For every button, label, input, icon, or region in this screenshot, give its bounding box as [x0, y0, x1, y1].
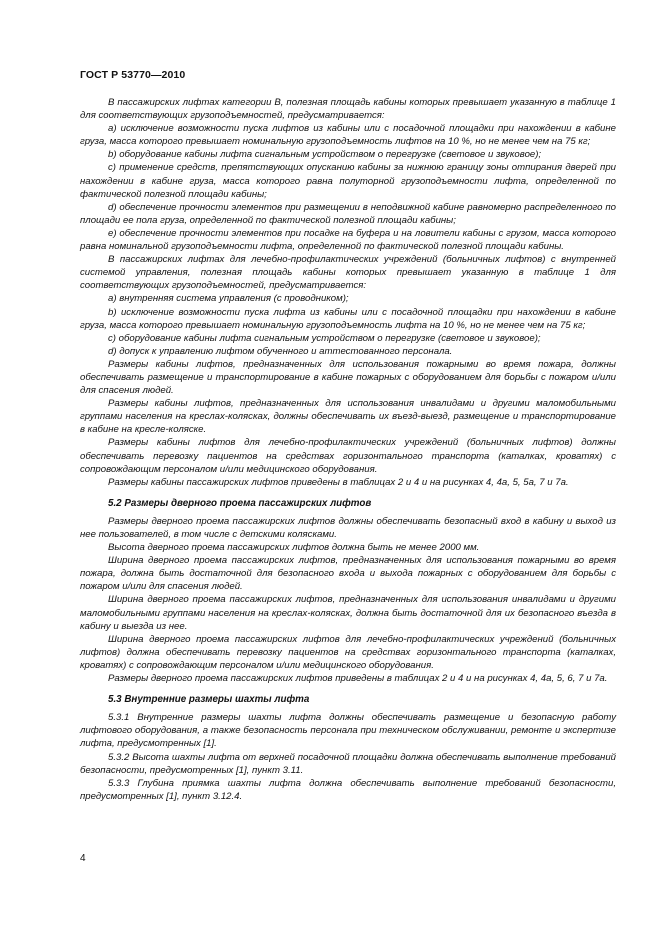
page-number: 4	[80, 853, 86, 864]
list-item: b) исключение возможности пуска лифта из кабины или с посадочной площадки при нахождении в кабине груза, масса которого превышает номинальную грузоподъемность лифта на 10 %, но не менее чем на 75 кг;	[80, 306, 616, 331]
paragraph: Ширина дверного проема пассажирских лифтов для лечебно-профилактических учреждений (больничных лифтов) должна обеспечивать перевозку пациентов на средствах горизонтального транспорта (каталках, кроватях) с сопровождающим персоналом и/или медицинского оборудования.	[80, 633, 616, 671]
paragraph: Размеры кабины пассажирских лифтов приведены в таблицах 2 и 4 и на рисунках 4, 4а, 5, 5а, 7 и 7а.	[108, 476, 569, 488]
list-item: c) оборудование кабины лифта сигнальным устройством о перегрузке (световое и звуковое);	[108, 332, 541, 344]
list-item: a) внутренняя система управления (с проводником);	[108, 293, 349, 305]
paragraph: 5.3.3 Глубина приямка шахты лифта должна обеспечивать выполнение требований безопасности, предусмотренных [1], пункт 3.12.4.	[80, 777, 616, 802]
list-item: d) обеспечение прочности элементов при размещении в неподвижной кабине равномерно распределенного по площади ее пола груза, определенной по фактической полезной площади кабины;	[80, 201, 616, 226]
list-item: c) применение средств, препятствующих опусканию кабины за нижнюю границу зоны отпирания дверей при нахождении в кабине груза, масса которого равна полуторной грузоподъемности лифта, определенной по фактической полезной площади кабины;	[80, 162, 616, 200]
list-item: a) исключение возможности пуска лифтов из кабины или с посадочной площадки при нахождении в кабине груза, масса которого превышает номинальную грузоподъемность лифтов на 10 %, но не менее чем на 75 кг;	[80, 123, 616, 148]
document-header: ГОСТ Р 53770—2010	[80, 69, 186, 81]
paragraph: 5.3.2 Высота шахты лифта от верхней посадочной площадки должна обеспечивать выполнение требований безопасности, предусмотренных [1], пункт 3.11.	[80, 751, 616, 776]
paragraph: Ширина дверного проема пассажирских лифтов, предназначенных для использования инвалидами и другими маломобильными группами населения на креслах-колясках, должна быть достаточной для их безопасного въезда в кабину и выезда из нее.	[80, 594, 616, 632]
paragraph: Размеры кабины лифтов для лечебно-профилактических учреждений (больничных лифтов) должны обеспечивать перевозку пациентов на средствах горизонтального транспорта (каталках, кроватях) с сопровождающим персоналом и/или медицинского оборудования.	[80, 437, 616, 475]
section-heading-5-3: 5.3 Внутренние размеры шахты лифта	[108, 694, 310, 706]
paragraph: Высота дверного проема пассажирских лифтов должна быть не менее 2000 мм.	[108, 542, 480, 554]
document-body	[80, 96, 616, 803]
list-item: d) допуск к управлению лифтом обученного и аттестованного персонала.	[108, 345, 453, 357]
paragraph: Размеры дверного проема пассажирских лифтов должны обеспечивать безопасный вход в кабину и выход из нее пользователей, в том числе с детскими колясками.	[80, 515, 616, 540]
paragraph: Размеры кабины лифтов, предназначенных для использования пожарными во время пожара, должны обеспечивать размещение и транспортирование в кабине пожарных с оборудованием для борьбы с пожаром и/или для спасения людей.	[80, 358, 616, 397]
list-item: b) оборудование кабины лифта сигнальным устройством о перегрузке (световое и звуковое);	[108, 149, 542, 161]
paragraph: В пассажирских лифтах категории В, полезная площадь кабины которых превышает указанную в таблице 1 для соответствующих грузоподъемностей, предусматривается:	[80, 97, 616, 122]
paragraph: В пассажирских лифтах для лечебно-профилактических учреждений (больничных лифтов) с внутренней системой управления, полезная площадь кабины которых превышает указанную в таблице 1 для соответствующих грузоподъемностей, предусматривается:	[80, 254, 616, 292]
list-item: e) обеспечение прочности элементов при посадке на буфера и на ловители кабины с грузом, масса которого равна номинальной грузоподъемности лифта, определенной по фактической полезной площади кабины.	[80, 227, 616, 253]
paragraph: Размеры дверного проема пассажирских лифтов приведены в таблицах 2 и 4 и на рисунках 4, 4а, 5, 6, 7 и 7а.	[108, 673, 608, 685]
paragraph: 5.3.1 Внутренние размеры шахты лифта должны обеспечивать размещение и безопасную работу лифтового оборудования, а также безопасность персонала при техническом обслуживании, ремонте и экспертизе лифта, предусмотренных [1].	[80, 712, 616, 750]
section-heading-5-2: 5.2 Размеры дверного проема пассажирских лифтов	[108, 497, 372, 509]
paragraph: Ширина дверного проема пассажирских лифтов, предназначенных для использования пожарными во время пожара, должна быть достаточной для безопасного входа и выхода пожарных с оборудованием для борьбы с пожаром и/или для спасения людей.	[80, 555, 616, 593]
paragraph: Размеры кабины лифтов, предназначенных для использования инвалидами и другими маломобильными группами населения на креслах-колясках, должны обеспечивать их въезд-выезд, размещение и транспортирование в кабине на кресле-коляске.	[80, 398, 616, 436]
